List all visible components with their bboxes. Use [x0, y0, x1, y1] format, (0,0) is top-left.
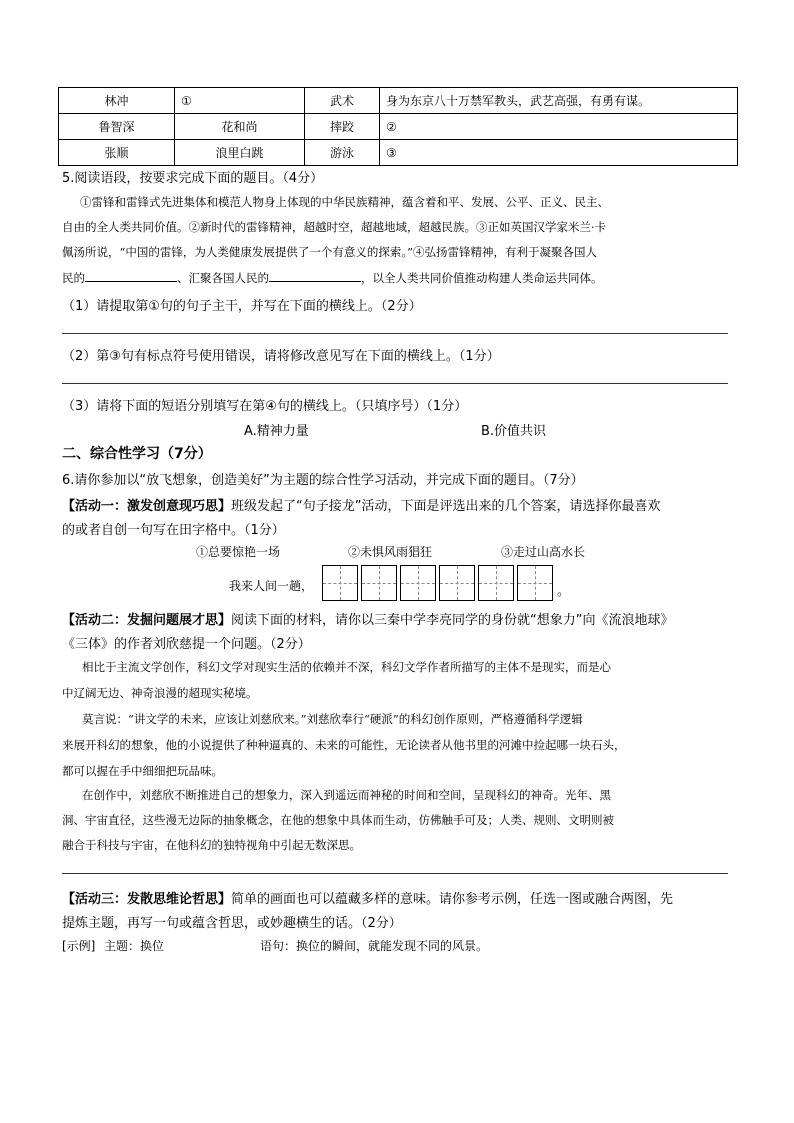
activity-tag: 【活动三：发散思维论哲思】 [62, 892, 232, 907]
grid-cell[interactable] [400, 565, 436, 601]
table-cell: 张顺 [59, 140, 175, 166]
example-theme: 主题：换位 [104, 939, 165, 953]
answer-line[interactable] [62, 333, 728, 334]
activity-text: 提炼主题，再写一句或蕴含哲思，或妙趣横生的话。（2分） [62, 916, 402, 931]
material-line: 在创作中，刘慈欣不断推进自己的想象力，深入到遥远而神秘的时间和空间，呈现科幻的神奇。光年、黑 [82, 788, 611, 802]
activity-text: 简单的画面也可以蕴藏多样的意味。请你参考示例，任选一图或融合两图，先 [231, 892, 674, 907]
material-line: 洞、宇宙直径，这些漫无边际的抽象概念，在他的想象中具体而生动，仿佛触手可及；人类、规则、文明则被 [62, 813, 614, 827]
character-table [58, 87, 738, 166]
table-cell: 游泳 [305, 140, 380, 166]
table-cell: 身为东京八十万禁军教头，武艺高强，有勇有谋。 [380, 88, 738, 114]
activity-text: 阅读下面的材料，请你以三秦中学李亮同学的身份就“想象力”向《流浪地球》 [231, 613, 674, 628]
option-a: A.精神力量 [244, 424, 309, 439]
answer-line[interactable] [62, 383, 728, 384]
text-fragment: 民的 [62, 271, 85, 285]
material-line: 融合于科技与宇宙，在他科幻的独特视角中引起无数深思。 [62, 838, 361, 852]
q5-para-line: 佩汤所说，“中国的雷锋，为人类健康发展提供了一个有意义的探索。”④弘扬雷锋精神，有利于凝聚各国人 [62, 245, 598, 259]
material-line: 都可以握在手中细细把玩品味。 [62, 764, 223, 778]
activity-tag: 【活动二：发掘问题展才思】 [62, 613, 232, 628]
answer-blank[interactable] [269, 269, 361, 282]
table-row [59, 140, 738, 166]
grid-cell[interactable] [322, 565, 358, 601]
grid-cell[interactable] [361, 565, 397, 601]
q5-sub1: （1）请提取第①句的句子主干，并写在下面的横线上。（2分） [62, 299, 422, 314]
q5-para-line [62, 269, 603, 286]
material-line: 相比于主流文学创作，科幻文学对现实生活的依赖并不深，科幻文学作者所描写的主体不是现实，而是心 [82, 660, 611, 674]
table-cell: 摔跤 [305, 114, 380, 140]
text-fragment: ，以全人类共同价值推动构建人类命运共同体。 [361, 271, 603, 285]
activity-text: 的或者自创一句写在田字格中。（1分） [62, 523, 285, 538]
end-mark: 。 [557, 584, 571, 599]
q5-sub3: （3）请将下面的短语分别填写在第④句的横线上。（只填序号）（1分） [62, 399, 468, 414]
tianzige-grid[interactable] [322, 565, 556, 601]
activity-3 [62, 888, 673, 907]
choice-3: ③走过山高水长 [501, 545, 586, 559]
section-heading: 二、综合性学习（7分） [62, 446, 212, 462]
table-cell: ③ [380, 140, 738, 166]
grid-cell[interactable] [517, 565, 553, 601]
table-row [59, 88, 738, 114]
text-fragment: 、汇聚各国人民的 [177, 271, 269, 285]
table-cell: 林冲 [59, 88, 175, 114]
table-cell: 花和尚 [175, 114, 305, 140]
table-row [59, 114, 738, 140]
activity-2 [62, 609, 674, 628]
option-b: B.价值共识 [481, 424, 547, 439]
q5-para-line: 自由的全人类共同价值。②新时代的雷锋精神，超越时空，超越地域，超越民族。③正如英国汉学家米兰·卡 [62, 220, 607, 234]
grid-cell[interactable] [439, 565, 475, 601]
table-cell: 武术 [305, 88, 380, 114]
activity-text: 《三体》的作者刘欣慈提一个问题。（2分） [62, 637, 311, 652]
choice-2: ②未惧风雨猖狂 [348, 545, 433, 559]
example-sentence: 语句：换位的瞬间，就能发现不同的风景。 [260, 939, 489, 953]
activity-text: 班级发起了“句子接龙”活动，下面是评选出来的几个答案，请选择你最喜欢 [231, 499, 661, 514]
choice-1: ①总要惊艳一场 [196, 545, 281, 559]
table-cell: ② [380, 114, 738, 140]
grid-cell[interactable] [478, 565, 514, 601]
material-line: 莫言说：“讲文学的未来，应该让刘慈欣来。”刘慈欣奉行“硬派”的科幻创作原则，严格遵循科学逻辑 [82, 712, 583, 726]
answer-blank[interactable] [85, 269, 177, 282]
table-cell: ① [175, 88, 305, 114]
lead-sentence: 我来人间一趟， [229, 579, 314, 593]
table-cell: 鲁智深 [59, 114, 175, 140]
table-cell: 浪里白跳 [175, 140, 305, 166]
example-tag: [示例] [62, 939, 96, 953]
material-line: 中辽阔无边、神奇浪漫的超现实秘境。 [62, 686, 258, 700]
q5-para-line: ①雷锋和雷锋式先进集体和模范人物身上体现的中华民族精神，蕴含着和平、发展、公平、正义、民主、 [80, 195, 609, 209]
activity-tag: 【活动一：激发创意现巧思】 [62, 499, 232, 514]
q6-title: 6.请你参加以“放飞想象，创造美好”为主题的综合性学习活动，并完成下面的题目。（7分） [62, 473, 584, 488]
q5-sub2: （2）第③句有标点符号使用错误，请将修改意见写在下面的横线上。（1分） [62, 349, 500, 364]
q5-title: 5.阅读语段，按要求完成下面的题目。（4分） [62, 171, 324, 186]
activity-1 [62, 495, 661, 514]
answer-line[interactable] [62, 873, 728, 874]
material-line: 来展开科幻的想象，他的小说提供了种种逼真的、未来的可能性，无论读者从他书里的河滩中捡起哪一块石头， [62, 738, 626, 752]
